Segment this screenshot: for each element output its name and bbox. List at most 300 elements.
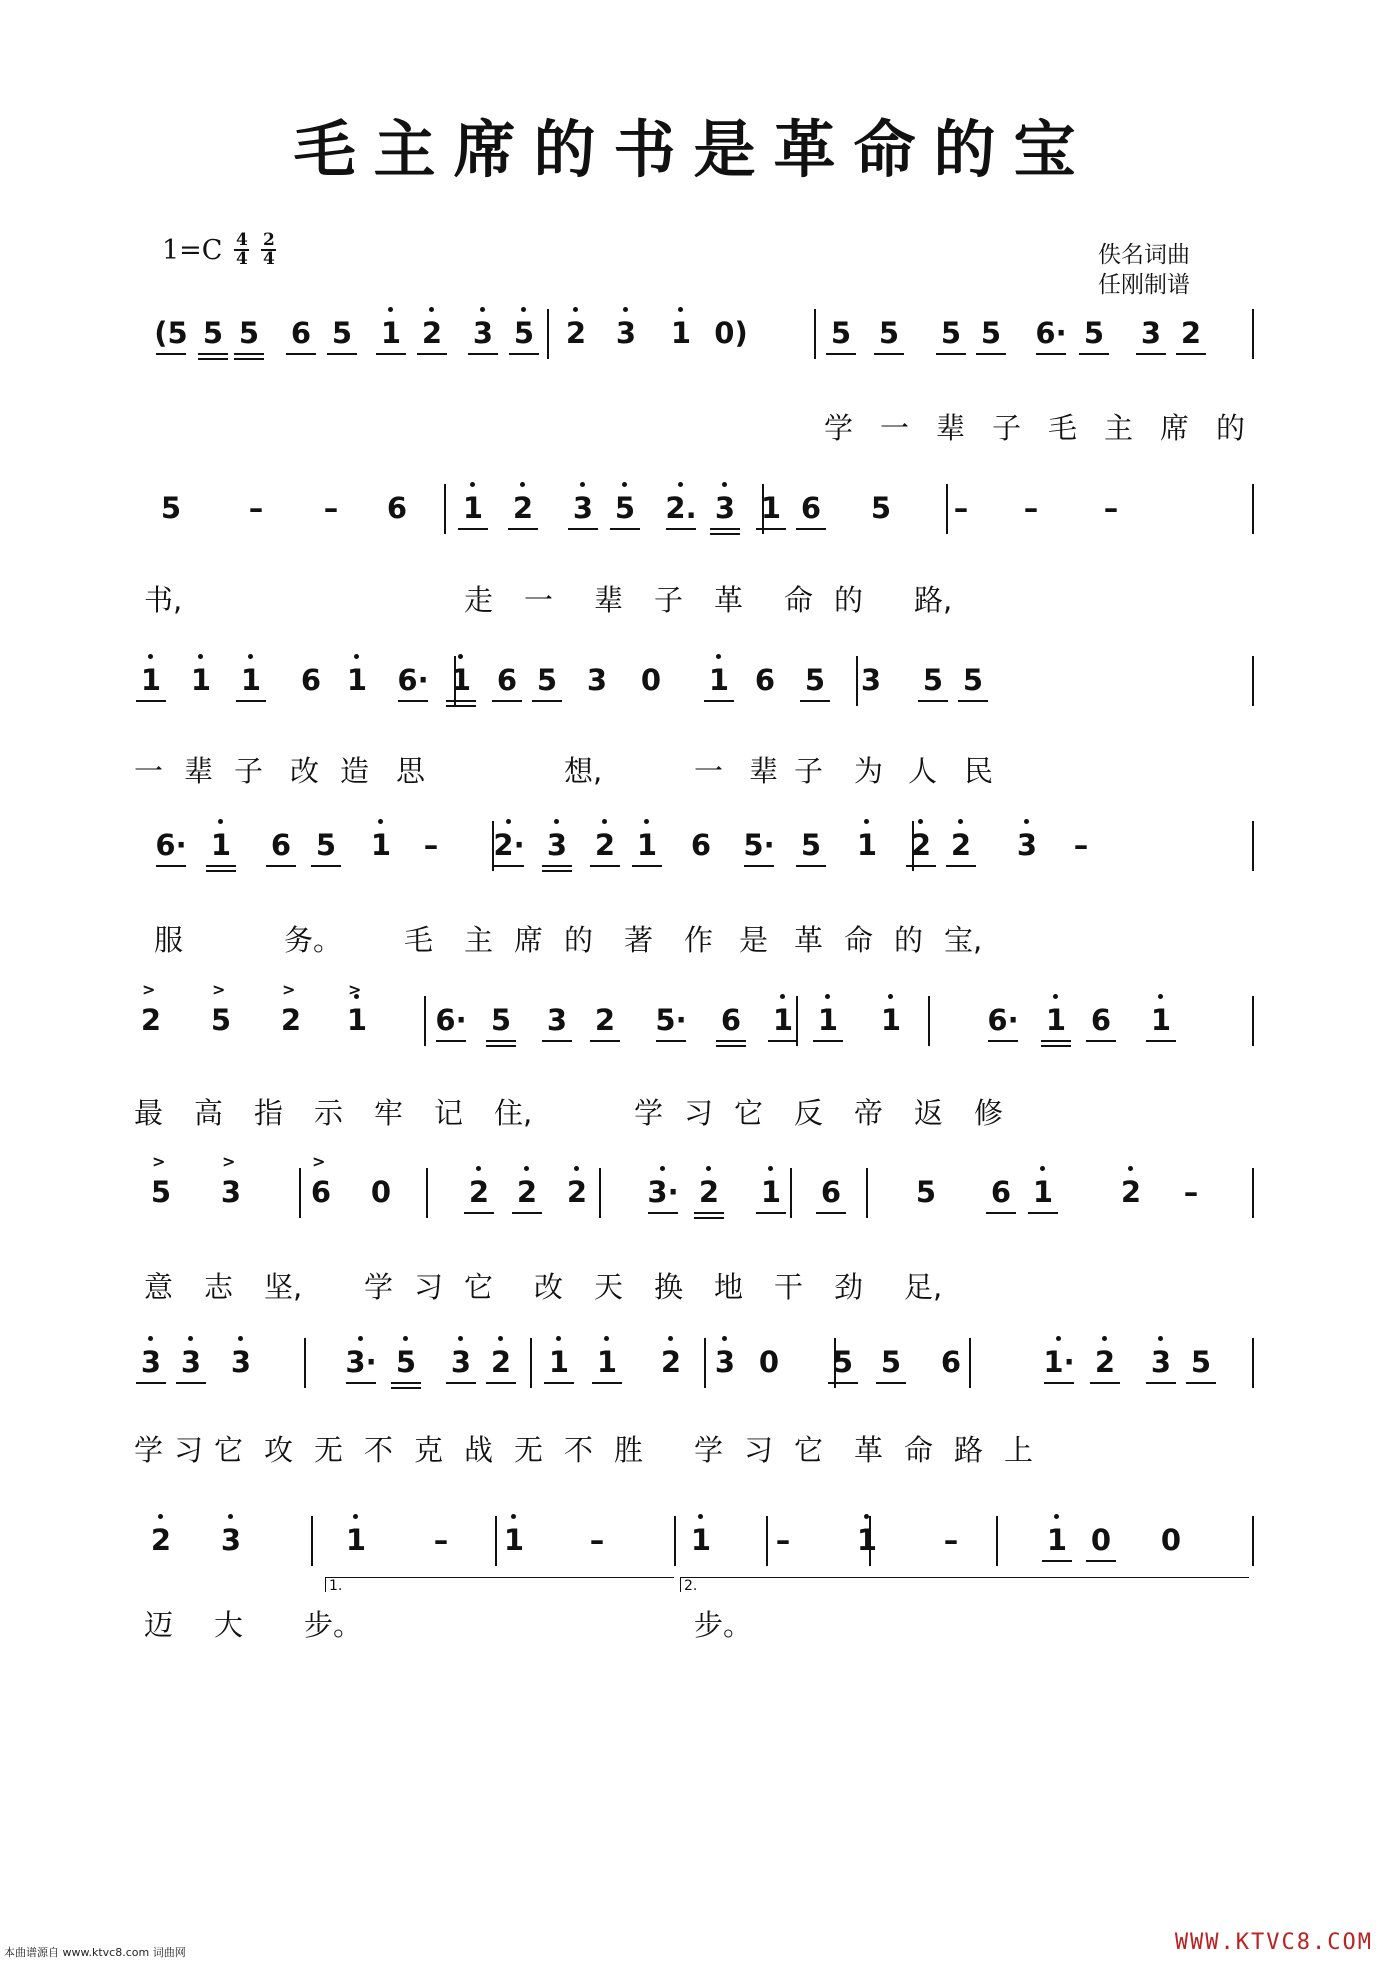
note-digit: 5: [315, 828, 337, 862]
eighth-underline: [198, 353, 228, 355]
accent-mark: >: [348, 980, 362, 999]
note: [794, 476, 828, 540]
note-digit: 6: [754, 663, 776, 697]
note-digit: 3: [450, 1345, 472, 1379]
note: [702, 648, 736, 712]
note: [754, 1160, 788, 1224]
note: [752, 1330, 786, 1394]
note: [714, 301, 748, 365]
bar-line: [547, 309, 549, 359]
note: [684, 813, 718, 877]
note-digit: 3: [546, 828, 568, 862]
note: [134, 980, 168, 1052]
note: [374, 301, 408, 365]
eighth-underline: [458, 528, 488, 530]
accent-mark: >: [312, 1152, 326, 1171]
eighth-underline: [486, 1040, 516, 1042]
note: [542, 1330, 576, 1394]
notation-row: [134, 980, 1254, 1052]
bar-line: [299, 1168, 301, 1218]
note: [934, 1330, 968, 1394]
lyric-char: 命: [904, 1433, 934, 1467]
note: [144, 1152, 178, 1224]
high-octave-dot: [198, 654, 203, 659]
bar-line: [869, 1516, 871, 1566]
bar-line: [1252, 996, 1254, 1046]
bar-line: [424, 996, 426, 1046]
note: [204, 980, 238, 1052]
note-digit: 6: [820, 1175, 842, 1209]
note: [1134, 301, 1168, 365]
note-digit: 2: [1094, 1345, 1116, 1379]
note: [1144, 988, 1178, 1052]
note: [174, 1330, 208, 1394]
note-digit: 1: [1032, 1175, 1054, 1209]
note-digit: 3: [615, 316, 637, 350]
note: [144, 1508, 178, 1572]
note: [294, 648, 328, 712]
lyric-char: 走: [464, 583, 494, 617]
eighth-underline: [446, 1382, 476, 1384]
eighth-underline: [508, 528, 538, 530]
note-digit: 5: [830, 316, 852, 350]
lyric-char: 人: [908, 754, 938, 788]
bar-line: [912, 821, 914, 871]
key-signature: [162, 232, 276, 268]
eighth-underline: [704, 700, 734, 702]
bar-line: [444, 484, 446, 534]
note-digit: 3·: [345, 1345, 377, 1379]
lyrics-row: [134, 1430, 1254, 1470]
note-digit: –: [423, 828, 439, 862]
note: [854, 648, 888, 712]
note-digit: 2: [1180, 316, 1202, 350]
high-octave-dot: [660, 1166, 665, 1171]
high-octave-dot: [678, 482, 683, 487]
note: [154, 301, 188, 365]
lyric-char: 想,: [564, 754, 603, 788]
lyric-char: 学: [634, 1096, 664, 1130]
lyric-char: 务。: [284, 923, 343, 957]
accent-mark: >: [212, 980, 226, 999]
bar-line: [834, 1338, 836, 1388]
lyric-char: 造: [340, 754, 370, 788]
note: [714, 988, 748, 1052]
note-digit: 2: [490, 1345, 512, 1379]
lyric-char: 毛: [1048, 411, 1078, 445]
eighth-underline: [286, 353, 316, 355]
lyric-char: 子: [992, 411, 1022, 445]
bar-line: [530, 1338, 532, 1388]
bar-line: [969, 1338, 971, 1388]
note: [284, 301, 318, 365]
high-octave-dot: [918, 819, 923, 824]
note: [239, 476, 273, 540]
note-digit: 1: [450, 663, 472, 697]
note-digit: –: [323, 491, 339, 525]
note: [1026, 1160, 1060, 1224]
high-octave-dot: [506, 819, 511, 824]
eighth-underline: [800, 700, 830, 702]
eighth-underline: [826, 353, 856, 355]
note: [742, 813, 776, 877]
eighth-underline: [610, 528, 640, 530]
lyric-char: 民: [964, 754, 994, 788]
note: [340, 648, 374, 712]
high-octave-dot: [476, 1166, 481, 1171]
note: [214, 1152, 248, 1224]
notation-row: [134, 1330, 1254, 1394]
lyric-char: 高: [194, 1096, 224, 1130]
lyric-char: 作: [684, 923, 714, 957]
note: [1088, 1330, 1122, 1394]
tonality: 1=C: [162, 234, 223, 266]
note: [588, 813, 622, 877]
note: [1010, 813, 1044, 877]
lyric-char: 它: [214, 1433, 244, 1467]
eighth-underline: [436, 1040, 466, 1042]
note: [909, 1160, 943, 1224]
eighth-underline: [544, 1382, 574, 1384]
lyric-char: 席: [1160, 411, 1190, 445]
note: [609, 301, 643, 365]
eighth-underline: [509, 353, 539, 355]
note: [444, 648, 478, 712]
accent-mark: >: [222, 1152, 236, 1171]
bar-line: [856, 656, 858, 706]
note-digit: 0: [370, 1175, 392, 1209]
lyric-char: 的: [894, 923, 924, 957]
lyric-char: 学: [694, 1433, 724, 1467]
note: [826, 1330, 860, 1394]
eighth-underline: [542, 865, 572, 867]
note-digit: 3: [1140, 316, 1162, 350]
first-ending-bracket: 1.: [325, 1577, 674, 1592]
eighth-underline: [756, 1212, 786, 1214]
bar-line: [1252, 1338, 1254, 1388]
eighth-underline: [206, 865, 236, 867]
note-digit: 3·: [647, 1175, 679, 1209]
eighth-underline: [234, 353, 264, 355]
note-digit: 5: [490, 1003, 512, 1037]
lyric-char: 一: [880, 411, 910, 445]
high-octave-dot: [388, 307, 393, 312]
note: [708, 476, 742, 540]
eighth-underline: [156, 865, 186, 867]
note: [184, 648, 218, 712]
eighth-underline: [592, 1382, 622, 1384]
note-digit: 5: [395, 1345, 417, 1379]
lyric-char: 习: [414, 1270, 444, 1304]
note: [339, 1508, 373, 1572]
lyric-char: 子: [794, 754, 824, 788]
lyric-char: 命: [844, 923, 874, 957]
lyrics-row: [134, 1267, 1254, 1307]
note: [396, 648, 430, 712]
high-octave-dot: [678, 307, 683, 312]
bar-line: [1252, 309, 1254, 359]
note: [492, 813, 526, 877]
lyric-char: 改: [290, 754, 320, 788]
note: [340, 980, 374, 1052]
lyrics-row: [134, 920, 1254, 960]
sixteenth-underline: [446, 705, 476, 707]
lyric-char: 宝,: [944, 923, 983, 957]
note-digit: 1: [380, 316, 402, 350]
note-digit: 6: [690, 828, 712, 862]
sixteenth-underline: [694, 1217, 724, 1219]
note: [634, 648, 668, 712]
note-digit: 2: [910, 828, 932, 862]
eighth-underline: [1044, 1382, 1074, 1384]
note-digit: 1: [760, 1175, 782, 1209]
eighth-underline: [1146, 1382, 1176, 1384]
eighth-underline: [156, 353, 186, 355]
note-digit: 6·: [397, 663, 429, 697]
bar-line: [426, 1168, 428, 1218]
eighth-underline: [1041, 1040, 1071, 1042]
high-octave-dot: [520, 482, 525, 487]
note-digit: –: [589, 1523, 605, 1557]
note: [314, 476, 348, 540]
eighth-underline: [542, 1040, 572, 1042]
high-octave-dot: [498, 1336, 503, 1341]
bar-line: [766, 1516, 768, 1566]
eighth-underline: [398, 700, 428, 702]
bar-line: [495, 1516, 497, 1566]
note-digit: 2: [565, 316, 587, 350]
note-digit: 5: [536, 663, 558, 697]
accent-mark: >: [282, 980, 296, 999]
note-digit: 5: [1083, 316, 1105, 350]
note: [684, 1508, 718, 1572]
note-digit: 1: [636, 828, 658, 862]
note-digit: 6: [270, 828, 292, 862]
note-digit: 3: [220, 1175, 242, 1209]
high-octave-dot: [1024, 819, 1029, 824]
note-digit: 3: [546, 1003, 568, 1037]
lyric-char: 住,: [494, 1096, 533, 1130]
bar-line: [1252, 821, 1254, 871]
note: [646, 1160, 680, 1224]
eighth-underline: [532, 700, 562, 702]
high-octave-dot: [1040, 1166, 1045, 1171]
note: [986, 988, 1020, 1052]
note-digit: 1: [240, 663, 262, 697]
note: [234, 648, 268, 712]
high-octave-dot: [470, 482, 475, 487]
sixteenth-underline: [206, 870, 236, 872]
second-ending-bracket: 2.: [680, 1577, 1249, 1592]
note: [874, 988, 908, 1052]
note: [1084, 1508, 1118, 1572]
eighth-underline: [988, 1040, 1018, 1042]
lyric-char: 天: [594, 1270, 624, 1304]
lyric-char: 步。: [694, 1608, 753, 1642]
note: [507, 301, 541, 365]
lyric-char: 学: [134, 1433, 164, 1467]
lyric-char: 战: [464, 1433, 494, 1467]
note-digit: 1: [1150, 1003, 1172, 1037]
note-digit: 5: [804, 663, 826, 697]
lyric-char: 迈: [144, 1608, 174, 1642]
bar-line: [946, 484, 948, 534]
note-digit: 2: [468, 1175, 490, 1209]
note-digit: 5: [922, 663, 944, 697]
note: [389, 1330, 423, 1394]
note-digit: 6: [990, 1175, 1012, 1209]
note-digit: (5: [154, 316, 188, 350]
note-digit: 6·: [435, 1003, 467, 1037]
lyric-char: 革: [794, 923, 824, 957]
note: [560, 1160, 594, 1224]
note-digit: 5: [210, 1003, 232, 1037]
high-octave-dot: [716, 654, 721, 659]
eighth-underline: [1086, 1040, 1116, 1042]
lyric-char: 最: [134, 1096, 164, 1130]
lyric-char: 习: [744, 1433, 774, 1467]
lyric-char: 习: [684, 1096, 714, 1130]
note-digit: 1·: [1043, 1345, 1075, 1379]
lyric-char: 服: [154, 923, 184, 957]
lyric-char: 无: [314, 1433, 344, 1467]
note-digit: –: [1073, 828, 1089, 862]
eighth-underline: [417, 353, 447, 355]
high-octave-dot: [1054, 1514, 1059, 1519]
lyric-char: 命: [784, 583, 814, 617]
note-digit: –: [433, 1523, 449, 1557]
note: [754, 476, 788, 540]
note: [1077, 301, 1111, 365]
eighth-underline: [694, 1212, 724, 1214]
eighth-underline: [648, 1212, 678, 1214]
high-octave-dot: [958, 819, 963, 824]
note-digit: 2: [516, 1175, 538, 1209]
high-octave-dot: [768, 1166, 773, 1171]
notation-row: [134, 301, 1254, 365]
note: [766, 1508, 800, 1572]
note-digit: 5: [870, 491, 892, 525]
note-digit: 1: [1046, 1523, 1068, 1557]
note: [490, 648, 524, 712]
note: [1144, 1330, 1178, 1394]
eighth-underline: [464, 1212, 494, 1214]
note: [304, 1152, 338, 1224]
eighth-underline: [1079, 353, 1109, 355]
note: [944, 813, 978, 877]
note: [444, 1330, 478, 1394]
high-octave-dot: [706, 1166, 711, 1171]
note: [608, 476, 642, 540]
eighth-underline: [136, 1382, 166, 1384]
note-digit: 3: [714, 1345, 736, 1379]
note-digit: 5: [980, 316, 1002, 350]
lyric-char: 返: [914, 1096, 944, 1130]
high-octave-dot: [429, 307, 434, 312]
note-digit: 5: [202, 316, 224, 350]
note-digit: 5: [832, 1345, 854, 1379]
note: [510, 1160, 544, 1224]
note-digit: 5: [160, 491, 182, 525]
note-digit: –: [775, 1523, 791, 1557]
note-digit: 0: [1160, 1523, 1182, 1557]
eighth-underline: [376, 353, 406, 355]
note-digit: 5: [915, 1175, 937, 1209]
high-octave-dot: [1056, 1336, 1061, 1341]
note: [864, 476, 898, 540]
lyric-char: 辈: [936, 411, 966, 445]
lyric-char: 胜: [614, 1433, 644, 1467]
lyric-char: 路: [954, 1433, 984, 1467]
lyric-char: 无: [514, 1433, 544, 1467]
note-digit: 6: [720, 1003, 742, 1037]
note: [944, 476, 978, 540]
note: [456, 476, 490, 540]
note-digit: 0: [640, 663, 662, 697]
note-digit: 1: [346, 1003, 368, 1037]
note: [566, 476, 600, 540]
lyric-char: 劲: [834, 1270, 864, 1304]
bar-line: [454, 656, 456, 706]
eighth-underline: [590, 1040, 620, 1042]
eighth-underline: [918, 700, 948, 702]
note-digit: 5: [513, 316, 535, 350]
high-octave-dot: [218, 819, 223, 824]
note: [934, 301, 968, 365]
eighth-underline: [816, 1212, 846, 1214]
high-octave-dot: [722, 1336, 727, 1341]
eighth-underline: [986, 1212, 1016, 1214]
note-digit: 0: [758, 1345, 780, 1379]
footer-watermark: WWW.KTVC8.COM: [1174, 1930, 1373, 1955]
eighth-underline: [828, 1382, 858, 1384]
lyric-char: 坚,: [264, 1270, 303, 1304]
lyric-char: 修: [974, 1096, 1004, 1130]
note: [559, 301, 593, 365]
note-digit: 2: [698, 1175, 720, 1209]
note-digit: 0: [1090, 1523, 1112, 1557]
lyric-char: 的: [834, 583, 864, 617]
note-digit: 3: [1016, 828, 1038, 862]
note: [588, 988, 622, 1052]
high-octave-dot: [574, 1166, 579, 1171]
note-digit: 1: [690, 1523, 712, 1557]
note-digit: 6: [300, 663, 322, 697]
note: [344, 1330, 378, 1394]
note: [380, 476, 414, 540]
note: [794, 813, 828, 877]
high-octave-dot: [158, 1514, 163, 1519]
sixteenth-underline: [716, 1045, 746, 1047]
note-digit: 5·: [743, 828, 775, 862]
note-digit: 6·: [987, 1003, 1019, 1037]
note: [154, 813, 188, 877]
note-digit: 2: [150, 1523, 172, 1557]
lyric-char: 它: [794, 1433, 824, 1467]
note-digit: 1: [346, 663, 368, 697]
note-digit: –: [1023, 491, 1039, 525]
note-digit: 3: [572, 491, 594, 525]
note: [824, 301, 858, 365]
lyric-char: 席: [514, 923, 544, 957]
note-digit: 2.: [665, 491, 697, 525]
note: [664, 476, 698, 540]
eighth-underline: [958, 700, 988, 702]
note: [664, 301, 698, 365]
sixteenth-underline: [198, 358, 228, 360]
note: [748, 648, 782, 712]
note-digit: 1: [345, 1523, 367, 1557]
